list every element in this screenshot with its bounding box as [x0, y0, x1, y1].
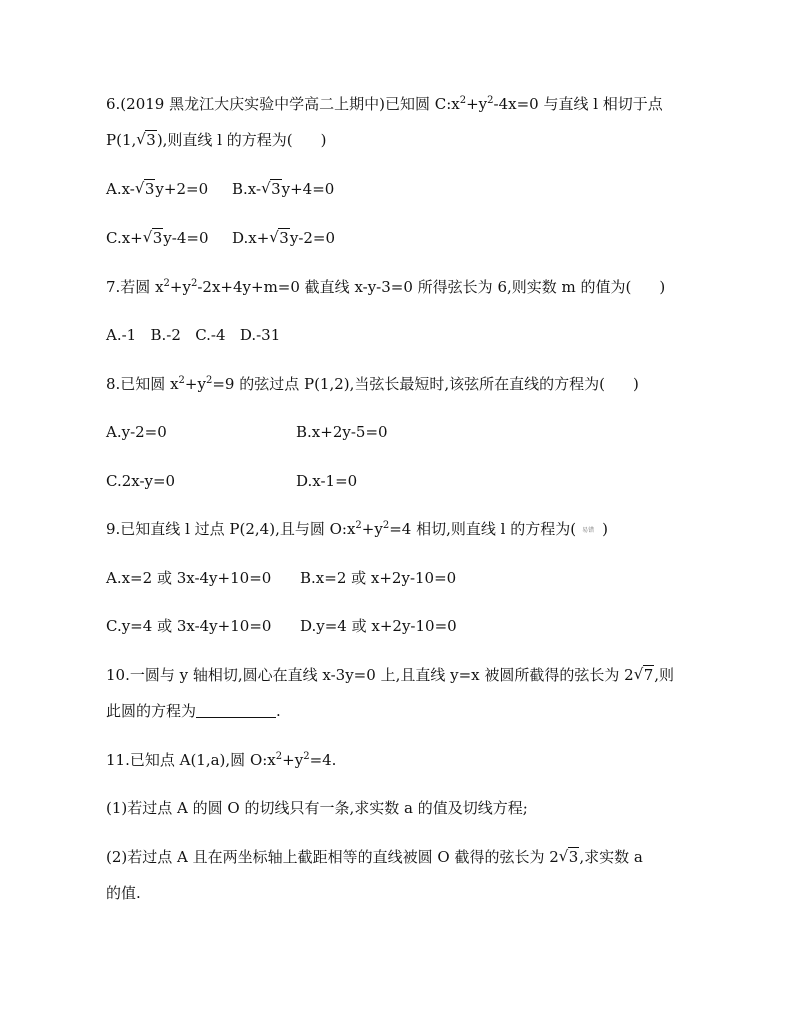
- text: ): [633, 375, 639, 393]
- text: A.x-: [106, 180, 135, 198]
- text: 此圆的方程为: [106, 702, 197, 720]
- text: +y: [184, 375, 206, 393]
- text: 8.已知圆 x: [106, 375, 179, 393]
- text: +y: [361, 520, 383, 538]
- q11-stem: [106, 750, 336, 770]
- text: .: [276, 702, 281, 720]
- superscript: 2: [190, 278, 198, 289]
- q9-option-b: B.x=2 或 x+2y-10=0: [300, 569, 457, 587]
- superscript: 2: [163, 278, 170, 289]
- text: P(1,: [106, 131, 137, 149]
- superscript: 2: [382, 520, 390, 531]
- text: ,求实数 a: [579, 848, 643, 866]
- sqrt: [135, 179, 156, 199]
- text: C.x+: [106, 229, 143, 247]
- superscript: 2: [459, 95, 467, 106]
- text: +y: [169, 278, 191, 296]
- text: ): [602, 520, 608, 538]
- text: D.x+: [232, 229, 270, 247]
- superscript: 2: [487, 95, 494, 106]
- superscript: 2: [275, 751, 283, 762]
- radicand: 3: [146, 131, 156, 149]
- radicand: 3: [152, 229, 163, 247]
- sqrt: [136, 130, 157, 150]
- text: y+2=0: [155, 180, 209, 198]
- q8-option-d: D.x-1=0: [296, 472, 358, 490]
- text: -2x+4y+m=0 截直线 x-y-3=0 所得弦长为 6,则实数 m 的值为(: [197, 278, 632, 296]
- text: +y: [466, 95, 488, 113]
- q9-option-a: A.x=2 或 3x-4y+10=0: [106, 569, 272, 587]
- q8-option-a: A.y-2=0: [106, 423, 167, 441]
- text: =4 相切,则直线 l 的方程为(: [389, 520, 577, 538]
- sqrt: [559, 847, 580, 867]
- answer-blank: [196, 703, 276, 718]
- q11-part2-line2: 的值.: [106, 884, 141, 902]
- q6-stem-line1: [106, 94, 663, 114]
- q6-option-d: [232, 228, 335, 248]
- text: 6.(2019 黑龙江大庆实验中学高二上期中)已知圆 C:x: [106, 95, 460, 113]
- superscript: 2: [355, 520, 362, 531]
- text: -4x=0 与直线 l 相切于点: [493, 95, 663, 113]
- radicand: 3: [568, 848, 579, 866]
- text: y-2=0: [289, 229, 336, 247]
- q11-part2-line1: [106, 847, 643, 867]
- text: ): [320, 131, 327, 149]
- q8-option-b: B.x+2y-5=0: [296, 423, 388, 441]
- q6-option-c: [106, 228, 209, 248]
- q11-part1: (1)若过点 A 的圆 O 的切线只有一条,求实数 a 的值及切线方程;: [106, 799, 528, 817]
- q9-option-c: C.y=4 或 3x-4y+10=0: [106, 617, 272, 635]
- radicand: 3: [144, 180, 155, 198]
- sqrt: [261, 179, 282, 199]
- text: A.-1 B.-2 C.-4 D.-31: [106, 326, 281, 344]
- q10-stem-line1: [106, 665, 674, 685]
- text: 9.已知直线 l 过点 P(2,4),且与圆 O:x: [106, 520, 356, 538]
- q9-option-d: D.y=4 或 x+2y-10=0: [300, 617, 457, 635]
- text: +y: [282, 751, 304, 769]
- radicand: 3: [271, 180, 281, 198]
- q10-stem-line2: [106, 701, 281, 721]
- q7-stem: [106, 277, 665, 297]
- q6-option-a: [106, 179, 208, 199]
- sqrt: [143, 228, 164, 248]
- superscript: 2: [205, 375, 213, 386]
- sqrt: [634, 665, 655, 685]
- text: ),则直线 l 的方程为(: [156, 131, 293, 149]
- text: y+4=0: [281, 180, 335, 198]
- superscript: 2: [178, 375, 185, 386]
- superscript: 2: [303, 751, 310, 762]
- q9-stem: [106, 519, 608, 541]
- text: 11.已知点 A(1,a),圆 O:x: [106, 751, 276, 769]
- text: ): [659, 278, 666, 296]
- q6-option-b: [232, 179, 334, 199]
- text: 10.一圆与 y 轴相切,圆心在直线 x-3y=0 上,且直线 y=x 被圆所截得的弦长为 2: [106, 666, 634, 684]
- radicand: 3: [279, 229, 289, 247]
- text: y-4=0: [163, 229, 209, 247]
- error-prone-tag: 易错: [582, 527, 595, 534]
- text: 7.若圆 x: [106, 278, 164, 296]
- sqrt: [269, 228, 290, 248]
- text: B.x-: [232, 180, 262, 198]
- radicand: 7: [643, 666, 654, 684]
- text: ,则: [654, 666, 675, 684]
- q8-option-c: C.2x-y=0: [106, 472, 176, 490]
- q6-stem-line2: [106, 130, 326, 150]
- q8-stem: [106, 374, 639, 394]
- text: =4.: [309, 751, 337, 769]
- q7-options: [106, 325, 280, 345]
- text: (2)若过点 A 且在两坐标轴上截距相等的直线被圆 O 截得的弦长为 2: [106, 848, 559, 866]
- text: =9 的弦过点 P(1,2),当弦长最短时,该弦所在直线的方程为(: [212, 375, 606, 393]
